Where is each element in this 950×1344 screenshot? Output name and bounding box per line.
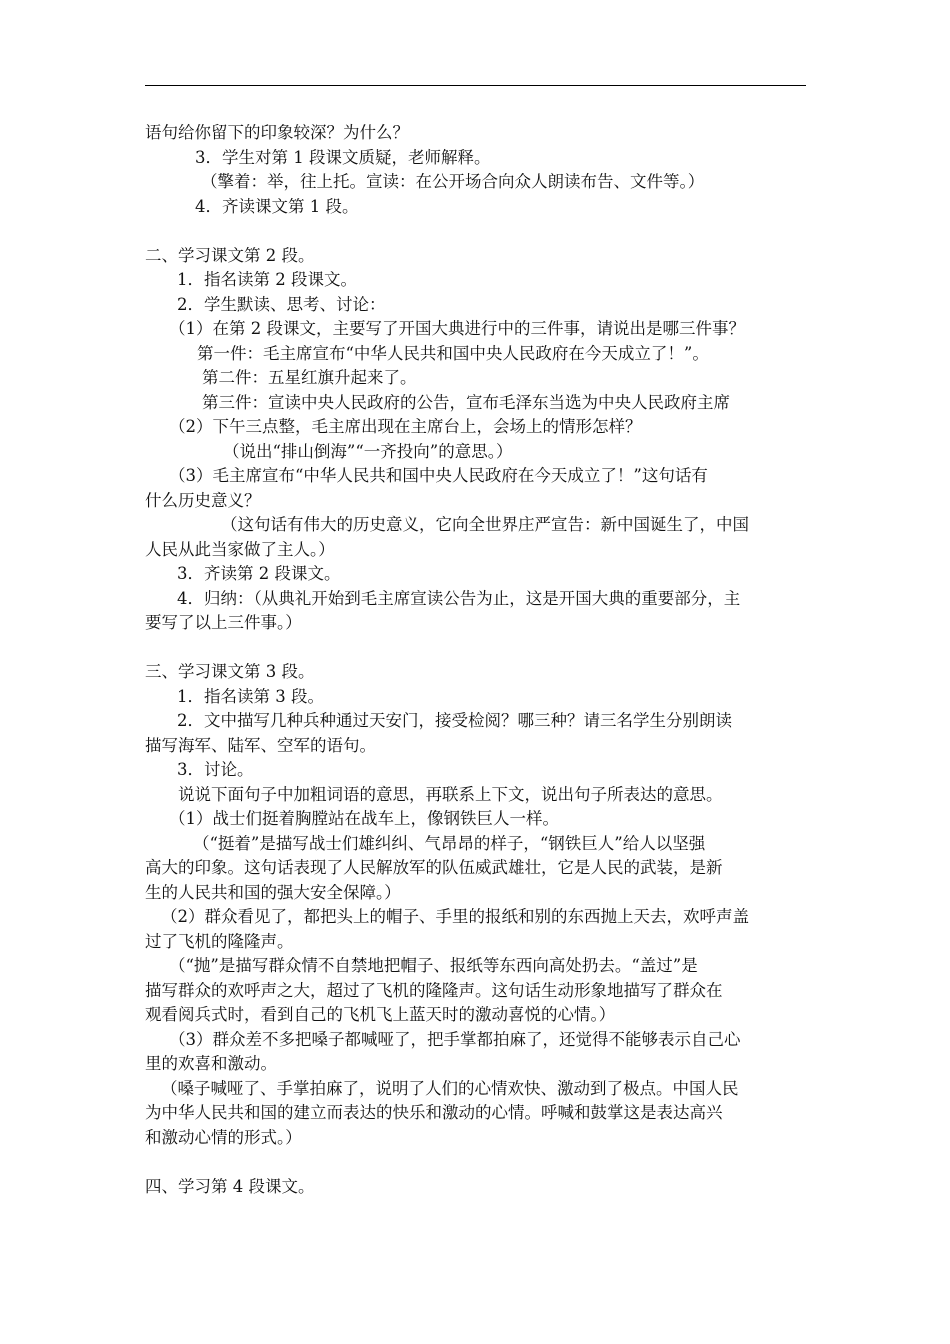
text-line: 过了飞机的隆隆声。 — [145, 931, 294, 951]
text-line: （这句话有伟大的历史意义，它向全世界庄严宣告：新中国诞生了，中国 — [221, 515, 749, 534]
text-line: 第二件：五星红旗升起来了。 — [202, 368, 417, 387]
text-line: 描写海军、陆军、空军的语句。 — [145, 735, 376, 755]
text-line: 说说下面句子中加粗词语的意思，再联系上下文，说出句子所表达的意思。 — [178, 784, 723, 804]
text-line: 第三件：宣读中央人民政府的公告，宣布毛泽东当选为中央人民政府主席 — [202, 392, 730, 412]
text-line: 生的人民共和国的强大安全保障。） — [145, 882, 401, 902]
text-line: 要写了以上三件事。） — [145, 613, 302, 632]
text-line: （说出“排山倒海”“一齐投向”的意思。） — [223, 441, 513, 461]
text-line: 2．文中描写几种兵种通过天安门，接受检阅？哪三种？请三名学生分别朗读 — [177, 711, 732, 730]
text-line: 高大的印象。这句话表现了人民解放军的队伍威武雄壮，它是人民的武装，是新 — [145, 858, 723, 877]
text-line: 里的欢喜和激动。 — [145, 1054, 277, 1073]
header-rule — [145, 85, 806, 86]
text-line: （1）战士们挺着胸膛站在战车上，像钢铁巨人一样。 — [169, 809, 559, 828]
text-line: （2）下午三点整，毛主席出现在主席台上，会场上的情形怎样？ — [169, 417, 642, 436]
text-line: 4．归纳：（从典礼开始到毛主席宣读公告为止，这是开国大典的重要部分，主 — [177, 588, 741, 608]
text-line: （嗓子喊哑了、手掌拍麻了，说明了人们的心情欢快、激动到了极点。中国人民 — [161, 1078, 739, 1098]
text-line: 什么历史意义？ — [145, 490, 261, 510]
text-line: 四、学习第 4 段课文。 — [145, 1176, 315, 1196]
text-line: 人民从此当家做了主人。） — [145, 539, 335, 559]
text-line: 为中华人民共和国的建立而表达的快乐和激动的心情。呼喊和鼓掌这是表达高兴 — [145, 1103, 723, 1122]
text-line: 3．讨论。 — [177, 760, 254, 779]
text-line: （“挺着”是描写战士们雄纠纠、气昂昂的样子，“钢铁巨人”给人以坚强 — [193, 833, 706, 853]
text-line: 3．齐读第 2 段课文。 — [177, 564, 341, 583]
blank-line — [145, 219, 807, 244]
text-line: 1．指名读第 2 段课文。 — [177, 270, 357, 289]
text-line: （擎着：举，往上托。宣读：在公开场合向众人朗读布告、文件等。） — [201, 172, 705, 191]
text-line: 1．指名读第 3 段。 — [177, 686, 324, 706]
text-line: 三、学习课文第 3 段。 — [145, 662, 315, 681]
text-line: 第一件：毛主席宣布“中华人民共和国中央人民政府在今天成立了！”。 — [197, 343, 709, 363]
text-line: 和激动心情的形式。） — [145, 1127, 302, 1147]
text-line: 观看阅兵式时，看到自己的飞机飞上蓝天时的激动喜悦的心情。） — [145, 1005, 616, 1024]
text-line: 描写群众的欢呼声之大，超过了飞机的隆隆声。这句话生动形象地描写了群众在 — [145, 980, 723, 1000]
text-line: （“抛”是描写群众情不自禁地把帽子、报纸等东西向高处扔去。“盖过”是 — [169, 956, 698, 975]
text-line: 3．学生对第 1 段课文质疑，老师解释。 — [195, 147, 491, 167]
text-line: （3）群众差不多把嗓子都喊哑了，把手掌都拍麻了，还觉得不能够表示自己心 — [169, 1029, 741, 1049]
text-line: 2．学生默读、思考、讨论： — [177, 294, 386, 314]
text-line: （3）毛主席宣布“中华人民共和国中央人民政府在今天成立了！”这句话有 — [169, 466, 708, 485]
text-line: （1）在第 2 段课文，主要写了开国大典进行中的三件事，请说出是哪三件事？ — [169, 319, 745, 338]
text-line: （2）群众看见了，都把头上的帽子、手里的报纸和别的东西抛上天去，欢呼声盖 — [161, 907, 749, 926]
text-line: 二、学习课文第 2 段。 — [145, 245, 315, 265]
blank-line — [145, 636, 807, 661]
text-line: 语句给你留下的印象较深？为什么？ — [145, 123, 409, 142]
text-line: 4．齐读课文第 1 段。 — [195, 196, 359, 216]
document-body — [145, 121, 807, 1199]
blank-line — [145, 1150, 807, 1175]
